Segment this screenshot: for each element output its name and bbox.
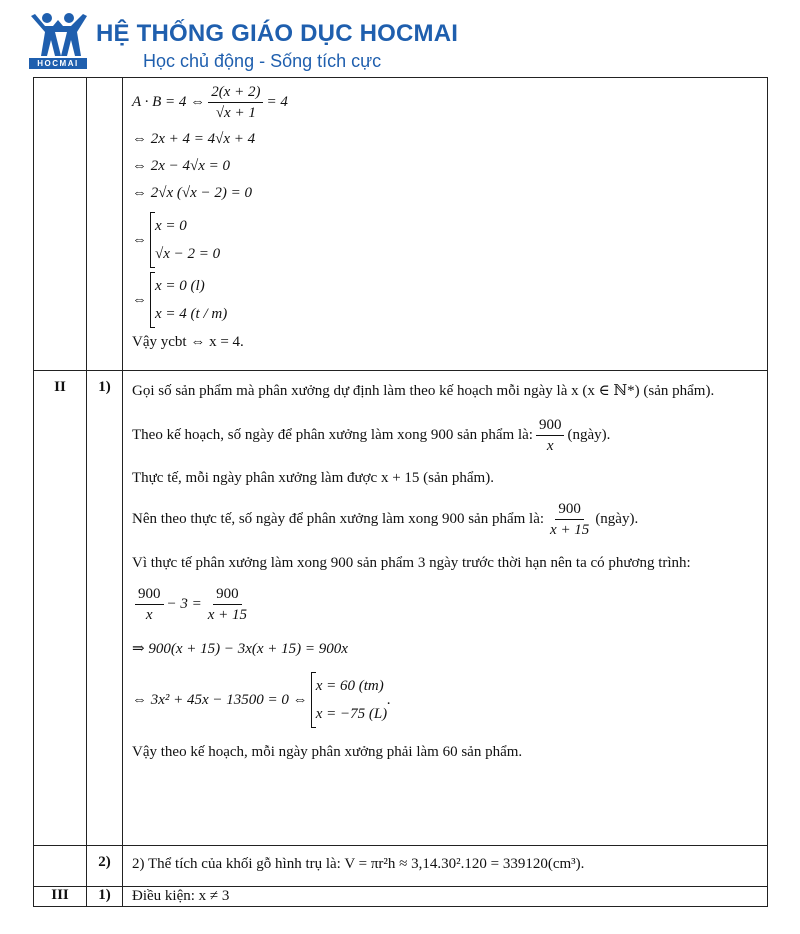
system-line: √x − 2 = 0 [155,246,221,262]
equiv-sign: ⇔ [132,291,147,308]
system-bracket [311,672,387,728]
equation-line: ⇔ 2x + 4 = 4√x + 4 [132,131,256,147]
system-line: x = 0 [155,218,187,234]
brand-title: HỆ THỐNG GIÁO DỤC HOCMAI [96,20,459,47]
equation-line: ⇒ 900(x + 15) − 3x(x + 15) = 900x [132,641,348,657]
question-cell [87,846,123,887]
section-cell [34,846,87,887]
answer-cell [123,78,768,371]
question-cell [87,887,123,907]
equation-operator: − 3 = [166,596,202,612]
solution-table [33,77,768,907]
logo-wordmark: HOCMAI [29,58,87,69]
period: . [387,691,391,708]
equation-line: ⇔ 2x − 4√x = 0 [132,158,231,174]
fraction [135,584,164,625]
fraction [205,584,250,625]
section-cell [34,78,87,371]
page-header [0,0,800,78]
equation-system [132,672,759,728]
brand-slogan: Học chủ động - Sống tích cực [143,51,382,71]
table-row [34,371,768,846]
fraction [536,415,565,456]
system-line: x = 4 (t / m) [155,306,228,322]
fraction [547,499,592,540]
equation-lhs: ⇔ 3x² + 45x − 13500 = 0 ⇔ [132,691,308,708]
question-cell [87,371,123,846]
sqrt-content: x + 1 [224,105,256,121]
fraction-numerator: 900 [555,499,584,520]
fraction-numerator: 900 [536,415,565,436]
table-row [34,887,768,907]
system-line: x = 0 (l) [155,278,205,294]
equation-line [132,584,759,625]
paragraph: Gọi số sản phẩm mà phân xưởng dự định làm theo kế hoạch mỗi ngày là x (x ∈ ℕ*) (sản phẩm). [132,383,715,399]
equation-line: ⇔ 2√x (√x − 2) = 0 [132,185,253,201]
system-line: x = 60 (tm) [315,678,384,694]
fraction-denominator: x + 15 [207,607,248,623]
paragraph: Thực tế, mỗi ngày phân xưởng làm được x + 15 (sản phẩm). [132,470,494,486]
question-cell [87,78,123,371]
question-label: 2) [98,854,111,870]
unit-text: (ngày). [595,511,639,527]
paragraph: 2) Thể tích của khối gỗ hình trụ là: V = πr²h ≈ 3,14.30².120 = 339120(cm³). [132,856,585,872]
paragraph [132,499,759,540]
unit-text: (ngày). [567,427,611,443]
conclusion-text: Vậy ycbt ⇔ x = 4. [132,334,244,350]
fraction-denominator: x [145,607,153,623]
fraction-denominator: x + 15 [550,522,590,538]
section-cell [34,371,87,846]
paragraph-text: Nên theo thực tế, số ngày để phân xưởng làm xong 900 sản phẩm là: [132,511,545,527]
paragraph: Điều kiện: x ≠ 3 [132,888,230,904]
answer-cell [123,371,768,846]
conclusion-text: Vậy theo kế hoạch, mỗi ngày phân xưởng phải làm 60 sản phẩm. [132,744,523,760]
table-row [34,846,768,887]
fraction-numerator: 900 [135,584,164,605]
paragraph [132,415,759,456]
question-label: 1) [98,379,111,395]
equation-lhs: A · B = 4 ⇔ [132,94,206,110]
equation-system [132,272,759,328]
section-label: II [54,379,66,395]
system-bracket [150,212,220,268]
equation-system [132,212,759,268]
equiv-sign: ⇔ [132,231,147,248]
system-line: x = −75 (L) [315,706,388,722]
paragraph-text: Theo kế hoạch, số ngày để phân xưởng làm xong 900 sản phẩm là: [132,427,533,443]
question-label: 1) [98,887,111,903]
fraction-numerator: 900 [213,584,242,605]
table-row [34,78,768,371]
fraction [208,82,263,123]
system-bracket [150,272,227,328]
fraction-denominator: √x + 1 [215,105,256,121]
section-label: III [51,887,69,903]
equation-rhs: = 4 [266,94,288,110]
fraction-denominator: x [546,438,554,454]
section-cell [34,887,87,907]
answer-cell [123,846,768,887]
answer-cell [123,887,768,907]
paragraph: Vì thực tế phân xưởng làm xong 900 sản phẩm 3 ngày trước thời hạn nên ta có phương trình: [132,555,691,571]
equation-line [132,82,759,123]
fraction-numerator: 2(x + 2) [208,82,263,103]
